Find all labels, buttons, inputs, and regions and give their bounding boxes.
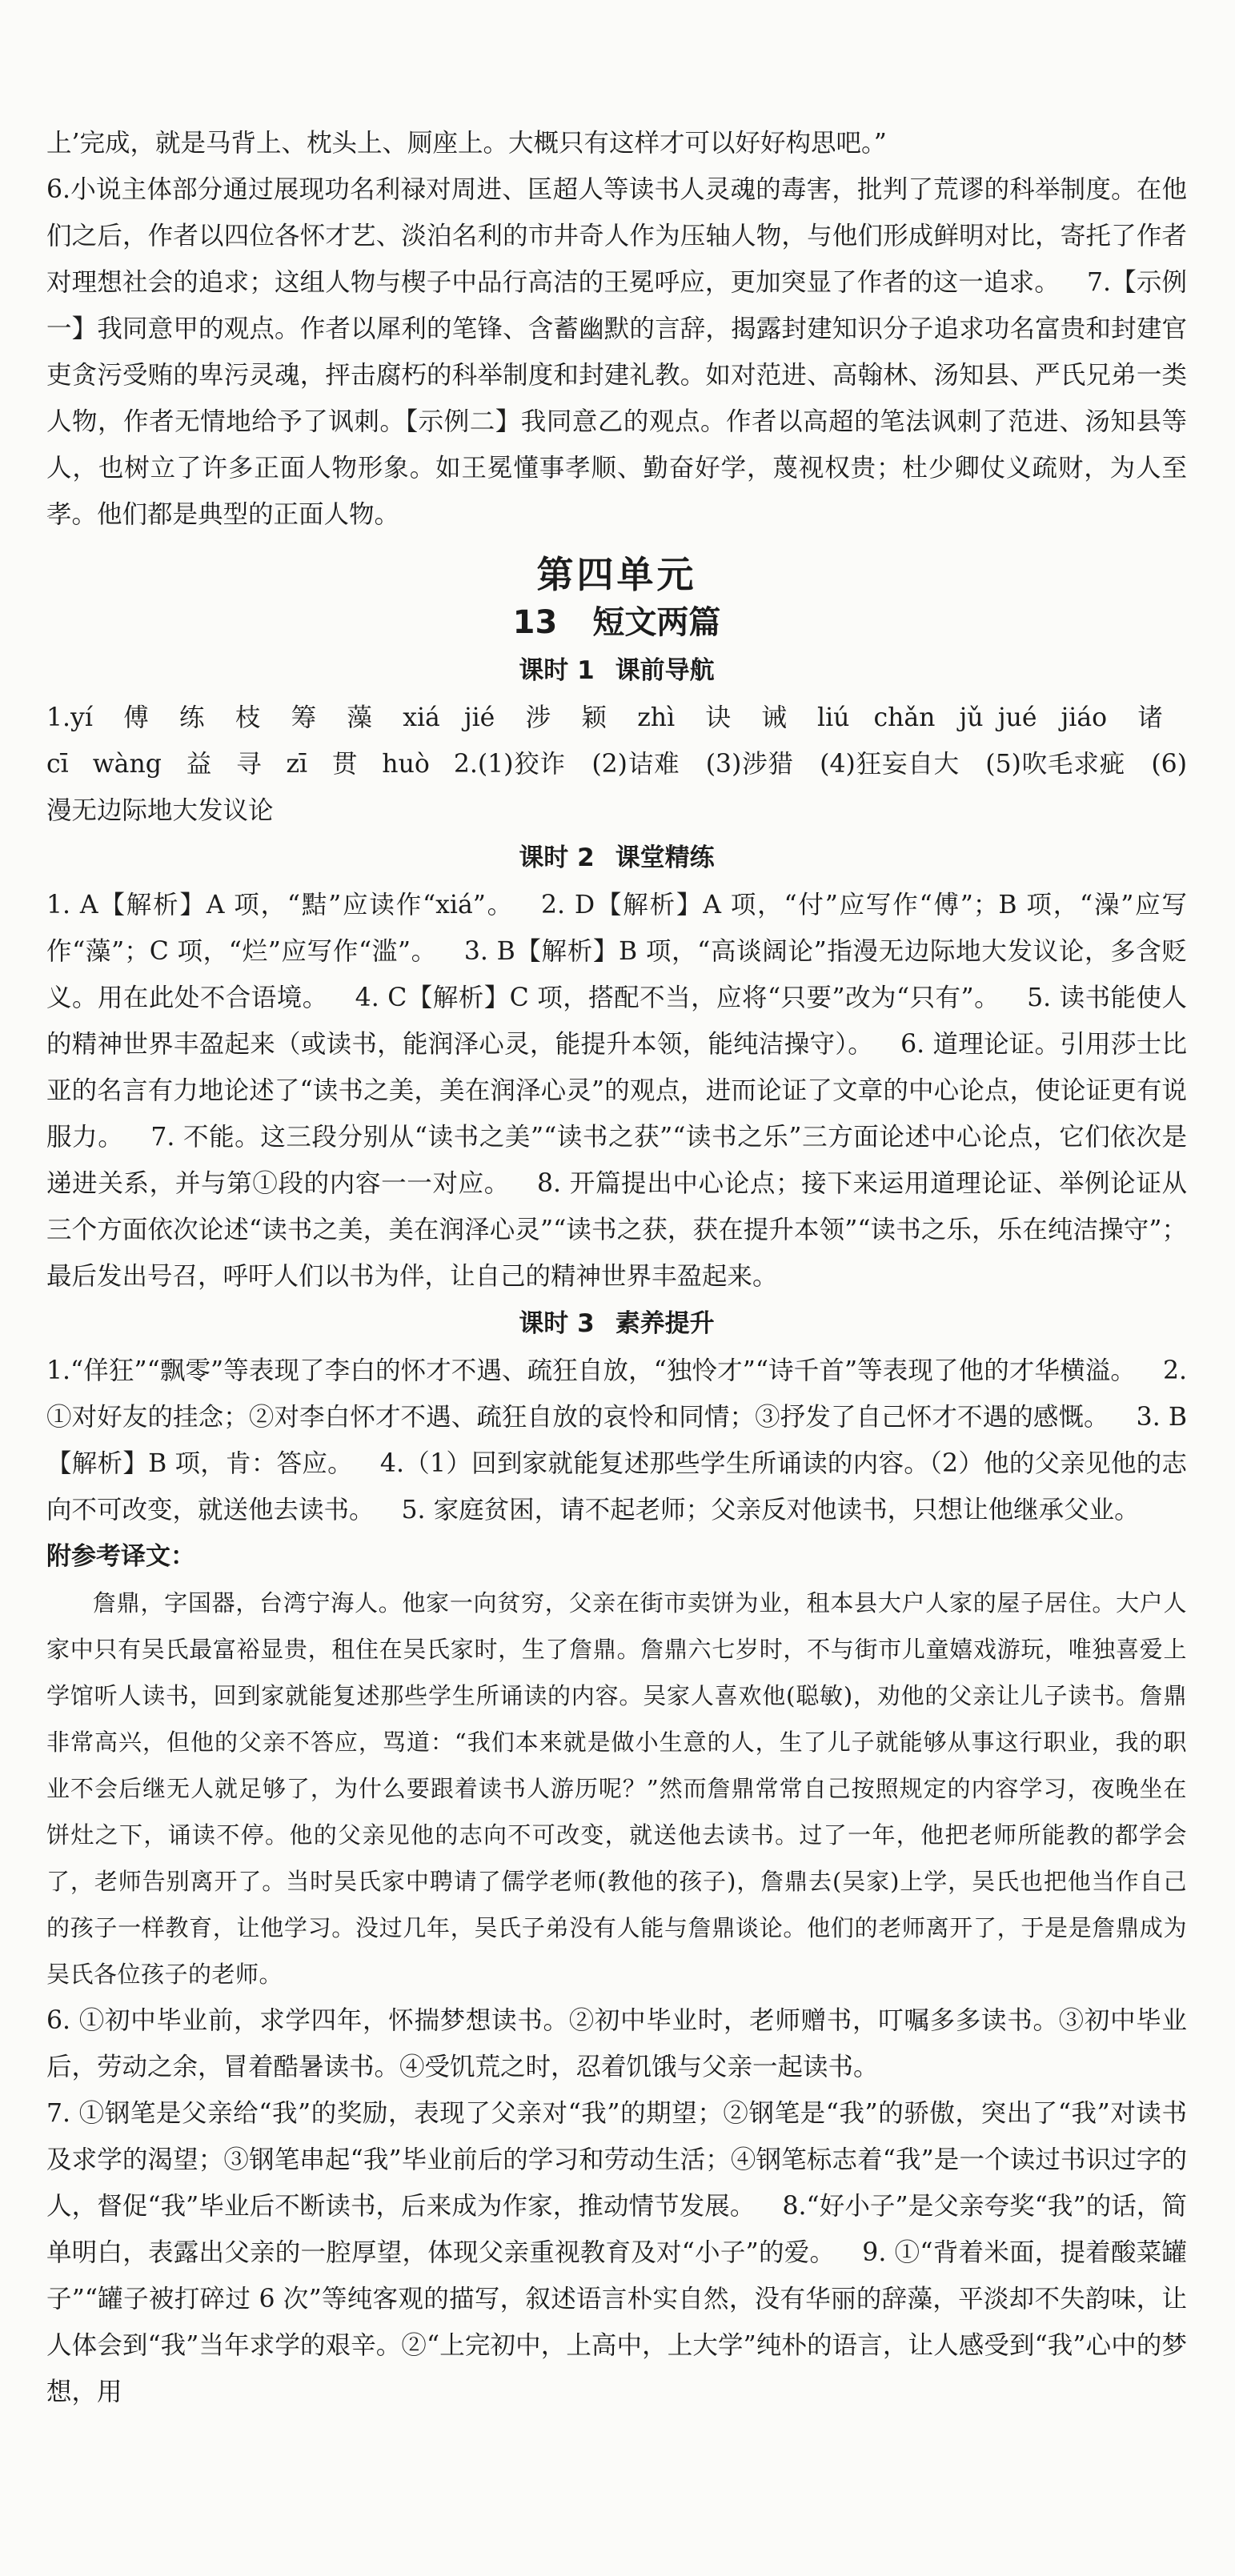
unit-title: 第四单元 bbox=[536, 553, 697, 596]
pinyin-item: 贯 bbox=[331, 750, 359, 779]
pinyin-item: 诫 bbox=[761, 703, 794, 732]
section-name: 课堂精练 bbox=[615, 843, 715, 872]
intro-answers bbox=[46, 166, 1187, 538]
answer-5: 5. 读书能使人的精神世界丰盈起来（或读书，能润泽心灵，能提升本领，能纯洁操守）。 bbox=[46, 984, 1187, 1059]
answer-4: 4. C【解析】C 项，搭配不当，应将“只要”改为“只有”。 bbox=[355, 984, 1000, 1012]
pinyin-item: cī bbox=[46, 750, 69, 779]
section-number: 课时 1 bbox=[519, 656, 595, 685]
pinyin-item: wàng bbox=[92, 750, 162, 779]
answer-7: 7. ①钢笔是父亲给“我”的奖励，表现了父亲对“我”的期望；②钢笔是“我”的骄傲，突出了“我”对读书及求学的渴望；③钢笔串起“我”毕业前后的学习和劳动生活；④钢笔标志着“我”是一个读过书识过字的人，督促“我”毕业后不断读书，后来成为作家，推动情节发展。 bbox=[46, 2099, 1187, 2221]
pinyin-item: jiáo bbox=[1061, 703, 1108, 732]
classroom-answers bbox=[46, 882, 1187, 1300]
section-name: 素养提升 bbox=[615, 1309, 715, 1338]
improve-answers-b bbox=[46, 2090, 1187, 2415]
pinyin-item: zhì bbox=[637, 703, 676, 732]
section-number: 课时 3 bbox=[519, 1309, 595, 1338]
pinyin-item: 藻 bbox=[347, 703, 379, 732]
answer-2: 2.(1)狡诈 (2)诘难 (3)涉猎 (4)狂妄自大 (5)吹毛求疵 (6)漫无边际地大发议论 bbox=[46, 750, 1187, 825]
pinyin-lead: 1.yí bbox=[46, 703, 93, 732]
section-name: 课前导航 bbox=[615, 656, 715, 685]
pinyin-item: xiá bbox=[403, 703, 440, 732]
answer-7: 7.【示例一】我同意甲的观点。作者以犀利的笔锋、含蓄幽默的言辞，揭露封建知识分子追求功名富贵和封建官吏贪污受贿的卑污灵魂，抨击腐朽的科举制度和封建礼教。如对范进、高翰林、汤知县、严氏兄弟一类人物，作者无情地给予了讽刺。【示例二】我同意乙的观点。作者以高超的笔法讽刺了范进、汤知县等人，也树立了许多正面人物形象。如王冕懂事孝顺、勤奋好学，蔑视权贵；杜少卿仗义疏财，为人至孝。他们都是典型的正面人物。 bbox=[46, 268, 1187, 529]
section-title-1 bbox=[46, 650, 1187, 691]
pinyin-item: huò bbox=[382, 750, 430, 779]
section-title-2 bbox=[46, 837, 1187, 879]
pinyin-item: 益 bbox=[185, 750, 213, 779]
answer-9: 9. ①“背着米面，提着酸菜罐子”“罐子被打碎过 6 次”等纯客观的描写，叙述语言朴实自然，没有华丽的辞藻，平淡却不失韵味，让人体会到“我”当年求学的艰辛。②“上完初中，上高中，上大学”纯朴的语言，让人感受到“我”心中的梦想，用 bbox=[46, 2238, 1187, 2406]
answer-8: 8. 开篇提出中心论点；接下来运用道理论证、举例论证从三个方面依次论述“读书之美，美在润泽心灵”“读书之获，获在提升本领”“读书之乐，乐在纯洁操守”；最后发出号召，呼吁人们以书为伴，让自己的精神世界丰盈起来。 bbox=[46, 1169, 1187, 1291]
pinyin-item: 练 bbox=[179, 703, 211, 732]
answer-2: 2. ①对好友的挂念；②对李白怀才不遇、疏狂自放的哀怜和同情；③抒发了自己怀才不遇的感慨。 bbox=[46, 1356, 1187, 1432]
answer-5: 5. 家庭贫困，请不起老师；父亲反对他读书，只想让他继承父业。 bbox=[401, 1496, 1140, 1524]
pinyin-item: 寻 bbox=[236, 750, 263, 779]
section-title-3 bbox=[46, 1303, 1187, 1344]
answer-1: 1.“佯狂”“飘零”等表现了李白的怀才不遇、疏狂自放，“独怜才”“诗千首”等表现了他的才华横溢。 bbox=[46, 1356, 1136, 1385]
reference-translation: 詹鼎，字国器，台湾宁海人。他家一向贫穷，父亲在街市卖饼为业，租本县大户人家的屋子居住。大户人家中只有吴氏最富裕显贵，租住在吴氏家时，生了詹鼎。詹鼎六七岁时，不与街市儿童嬉戏游玩，唯独喜爱上学馆听人读书，回到家就能复述那些学生所诵读的内容。吴家人喜欢他(聪敏)，劝他的父亲让儿子读书。詹鼎非常高兴，但他的父亲不答应，骂道：“我们本来就是做小生意的人，生了儿子就能够从事这行职业，我的职业不会后继无人就足够了，为什么要跟着读书人游历呢？”然而詹鼎常常自己按照规定的内容学习，夜晚坐在饼灶之下，诵读不停。他的父亲见他的志向不可改变，就送他去读书。过了一年，他把老师所能教的都学会了，老师告别离开了。当时吴氏家中聘请了儒学老师(教他的孩子)，詹鼎去(吴家)上学，吴氏也把他当作自己的孩子一样教育，让他学习。没过几年，吴氏子弟没有人能与詹鼎谈论。他们的老师离开了，于是是詹鼎成为吴氏各位孩子的老师。 bbox=[46, 1589, 1187, 1988]
pinyin-item: liú bbox=[817, 703, 850, 732]
answer-3: 3. B【解析】B 项，“高谈阔论”指漫无边际地大发议论，多含贬义。用在此处不合语境。 bbox=[46, 937, 1187, 1012]
reference-translation-heading: 附参考译文： bbox=[46, 1542, 195, 1571]
pinyin-item: 诸 bbox=[1131, 703, 1163, 732]
answer-6: 6.小说主体部分通过展现功名利禄对周进、匡超人等读书人灵魂的毒害，批判了荒谬的科举制度。在他们之后，作者以四位各怀才艺、淡泊名利的市井奇人作为压轴人物，与他们形成鲜明对比，寄托了作者对理想社会的追求；这组人物与楔子中品行高洁的王冕呼应，更加突显了作者的这一追求。 bbox=[46, 175, 1187, 297]
pinyin-item: chǎn bbox=[873, 703, 936, 732]
pinyin-item: 涉 bbox=[519, 703, 558, 732]
intro-line: 上’完成，就是马背上、枕头上、厕座上。大概只有这样才可以好好构思吧。” bbox=[46, 129, 887, 158]
pinyin-item: 诀 bbox=[699, 703, 738, 732]
pinyin-item: 傅 bbox=[116, 703, 156, 732]
pinyin-item: jǔ jué bbox=[959, 703, 1037, 732]
pinyin-item: 筹 bbox=[291, 703, 323, 732]
pinyin-item: 颖 bbox=[581, 703, 614, 732]
answer-7: 7. 不能。这三段分别从“读书之美”“读书之获”“读书之乐”三方面论述中心论点，它们依次是递进关系，并与第①段的内容一一对应。 bbox=[46, 1123, 1187, 1198]
lesson-number: 13 bbox=[512, 604, 558, 641]
pinyin-item: 枝 bbox=[235, 703, 267, 732]
answer-6: 6. ①初中毕业前，求学四年，怀揣梦想读书。②初中毕业时，老师赠书，叮嘱多多读书。③初中毕业后，劳动之余，冒着酷暑读书。④受饥荒之时，忍着饥饿与父亲一起读书。 bbox=[46, 2006, 1187, 2081]
answer-2: 2. D【解析】A 项，“付”应写作“傅”；B 项，“澡”应写作“藻”；C 项，“烂”应写作“滥”。 bbox=[46, 891, 1187, 966]
lesson-title bbox=[46, 600, 1187, 645]
lesson-name: 短文两篇 bbox=[592, 604, 721, 641]
answer-1: 1. A【解析】A 项，“黠”应读作“xiá”。 bbox=[46, 891, 515, 919]
answer-6: 6. 道理论证。引用莎士比亚的名言有力地论述了“读书之美，美在润泽心灵”的观点，进而论证了文章的中心论点，使论证更有说服力。 bbox=[46, 1030, 1187, 1152]
section-number: 课时 2 bbox=[519, 843, 595, 872]
pinyin-item: zī bbox=[286, 750, 308, 779]
answer-4: 4.（1）回到家就能复述那些学生所诵读的内容。（2）他的父亲见他的志向不可改变，就送他去读书。 bbox=[46, 1449, 1187, 1524]
pinyin-item: jié bbox=[463, 703, 495, 732]
pinyin-answers bbox=[46, 695, 1187, 834]
answer-8: 8.“好小子”是父亲夸奖“我”的话，简单明白，表露出父亲的一腔厚望，体现父亲重视教育及对“小子”的爱。 bbox=[46, 2192, 1187, 2267]
answer-3: 3. B【解析】B 项，肯：答应。 bbox=[46, 1403, 1187, 1478]
improve-answers-a bbox=[46, 1348, 1187, 1533]
